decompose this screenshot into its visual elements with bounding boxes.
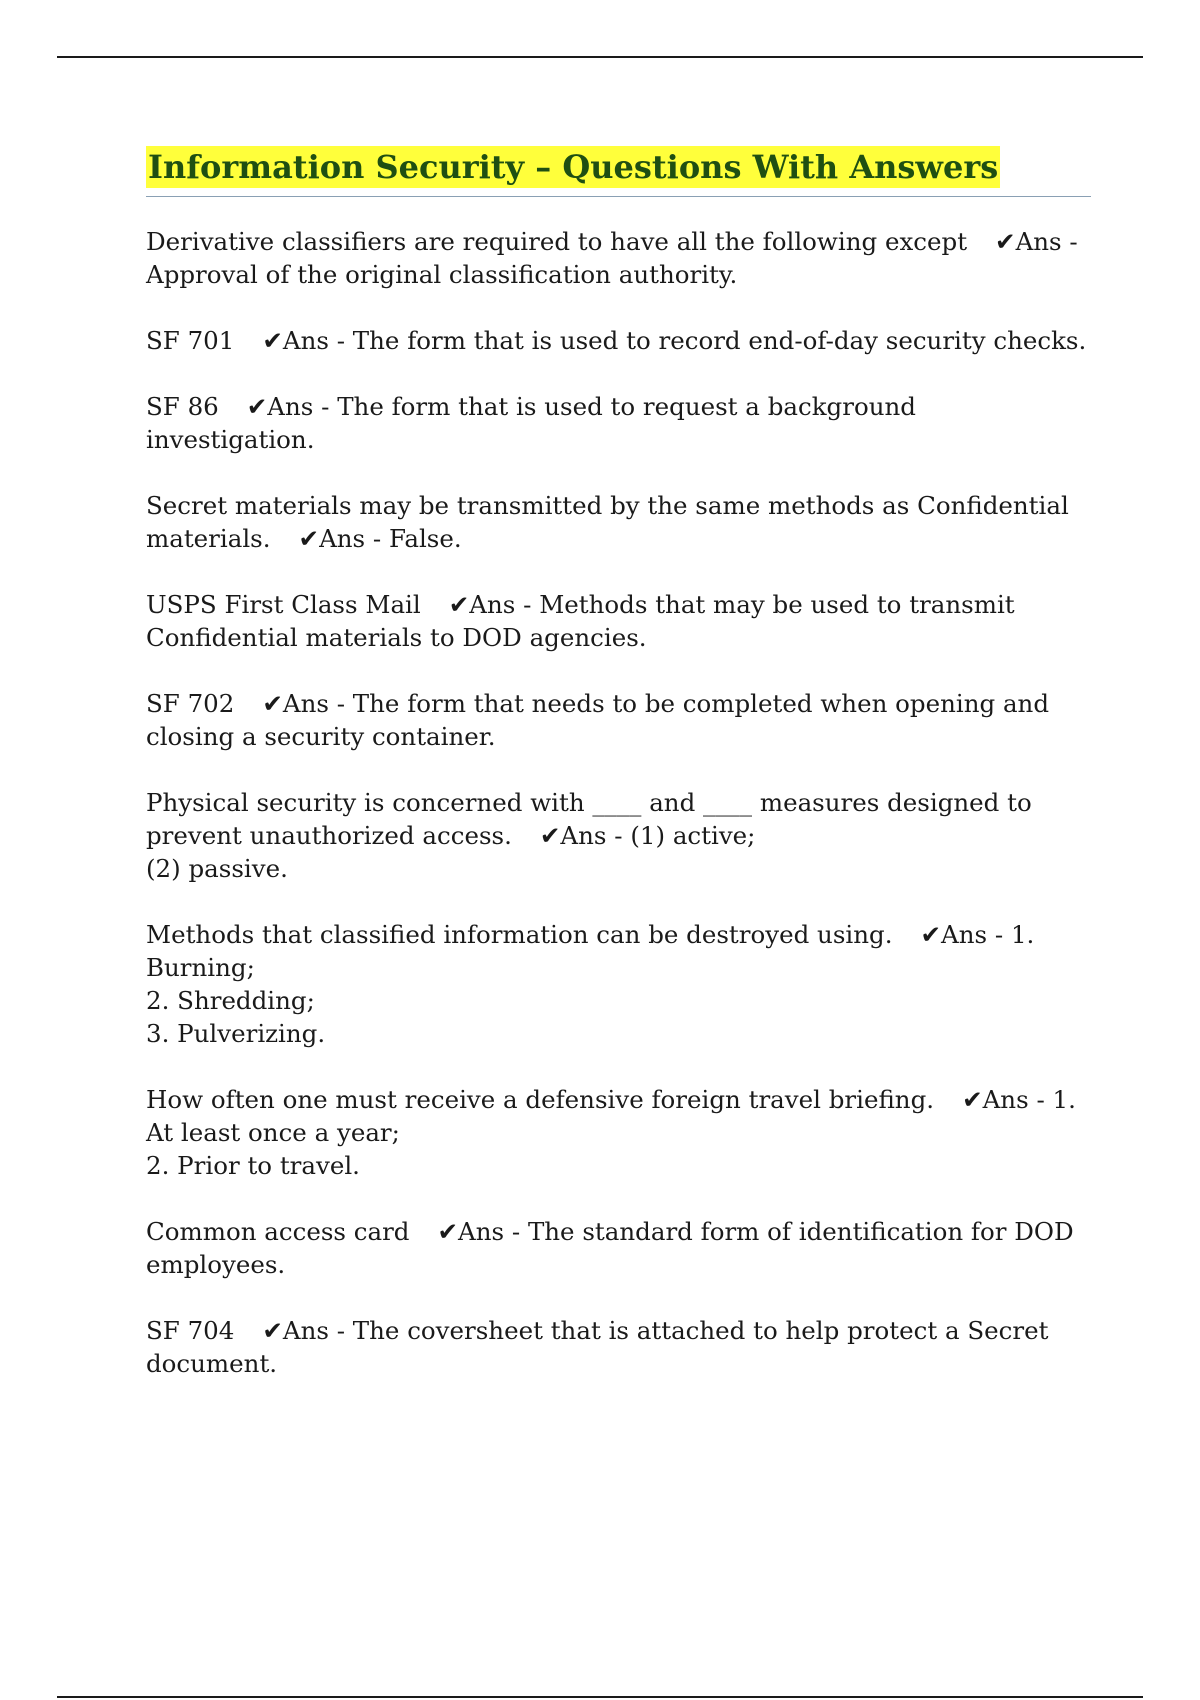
answer-text: The form that is used to request a background investigation. bbox=[146, 392, 916, 454]
answer-marker: ✔Ans bbox=[246, 392, 314, 421]
answer-text: False. bbox=[389, 524, 462, 553]
answer-text: (1) active; (2) passive. bbox=[146, 821, 756, 883]
answer-marker: ✔Ans bbox=[262, 326, 329, 355]
answer-marker: ✔Ans bbox=[262, 689, 329, 718]
qa-item: SF 704 ✔Ans - The coversheet that is attached to help protect a Secret document. bbox=[146, 1316, 1049, 1378]
qa-item: SF 701 ✔Ans - The form that is used to record end-of-day security checks. bbox=[146, 326, 1087, 355]
answer-marker: ✔Ans bbox=[298, 524, 366, 553]
question-text: USPS First Class Mail bbox=[146, 590, 421, 619]
question-text: SF 704 bbox=[146, 1316, 235, 1345]
answer-marker: ✔Ans bbox=[995, 227, 1062, 256]
answer-marker: ✔Ans bbox=[448, 590, 516, 619]
document-title: Information Security – Questions With Answers bbox=[148, 148, 999, 186]
answer-marker: ✔Ans bbox=[920, 920, 988, 949]
qa-item: Methods that classified information can be destroyed using. ✔Ans - 1. Burning; 2. Shredding; 3. Pulverizing. bbox=[146, 920, 1035, 1048]
question-text: Physical security is concerned with ____ and ____ measures designed to prevent unauthorized access. bbox=[146, 788, 1032, 850]
qa-item: Physical security is concerned with ____ and ____ measures designed to prevent unauthorized access. ✔Ans - (1) active; (2) passive. bbox=[146, 788, 1032, 883]
question-text: Methods that classified information can be destroyed using. bbox=[146, 920, 893, 949]
title-block bbox=[146, 146, 1091, 197]
question-text: Derivative classifiers are required to have all the following except bbox=[146, 227, 968, 256]
answer-marker: ✔Ans bbox=[262, 1316, 329, 1345]
answer-text: 1. Burning; 2. Shredding; 3. Pulverizing. bbox=[146, 920, 1035, 1048]
qa-item: SF 702 ✔Ans - The form that needs to be completed when opening and closing a security container. bbox=[146, 689, 1050, 751]
question-text: Common access card bbox=[146, 1217, 410, 1246]
qa-item: How often one must receive a defensive foreign travel briefing. ✔Ans - 1. At least once a year; 2. Prior to travel. bbox=[146, 1085, 1076, 1180]
answer-text: The form that needs to be completed when opening and closing a security container. bbox=[146, 689, 1050, 751]
qa-list bbox=[146, 225, 1091, 1380]
question-text: SF 701 bbox=[146, 326, 235, 355]
answer-text: Approval of the original classification authority. bbox=[146, 260, 738, 289]
qa-item: SF 86 ✔Ans - The form that is used to request a background investigation. bbox=[146, 392, 916, 454]
qa-item: Common access card ✔Ans - The standard form of identification for DOD employees. bbox=[146, 1217, 1074, 1279]
answer-text: The coversheet that is attached to help protect a Secret document. bbox=[146, 1316, 1049, 1378]
footer-rule bbox=[57, 1696, 1143, 1698]
answer-marker: ✔Ans bbox=[962, 1085, 1029, 1114]
header-rule bbox=[57, 56, 1143, 58]
answer-text: The form that is used to record end-of-day security checks. bbox=[352, 326, 1087, 355]
question-text: SF 86 bbox=[146, 392, 219, 421]
qa-item: Derivative classifiers are required to have all the following except ✔Ans - Approval of the original classification authority. bbox=[146, 227, 1078, 289]
question-text: Secret materials may be transmitted by the same methods as Confidential materials. bbox=[146, 491, 1069, 553]
question-text: SF 702 bbox=[146, 689, 235, 718]
qa-item: Secret materials may be transmitted by the same methods as Confidential materials. ✔Ans - False. bbox=[146, 491, 1069, 553]
qa-item: USPS First Class Mail ✔Ans - Methods that may be used to transmit Confidential materials to DOD agencies. bbox=[146, 590, 1015, 652]
answer-text: 1. At least once a year; 2. Prior to travel. bbox=[146, 1085, 1076, 1180]
answer-marker: ✔Ans bbox=[437, 1217, 505, 1246]
answer-marker: ✔Ans bbox=[539, 821, 607, 850]
answer-text: Methods that may be used to transmit Confidential materials to DOD agencies. bbox=[146, 590, 1015, 652]
question-text: How often one must receive a defensive foreign travel briefing. bbox=[146, 1085, 935, 1114]
answer-text: The standard form of identification for DOD employees. bbox=[146, 1217, 1074, 1279]
document-body bbox=[146, 146, 1091, 1413]
